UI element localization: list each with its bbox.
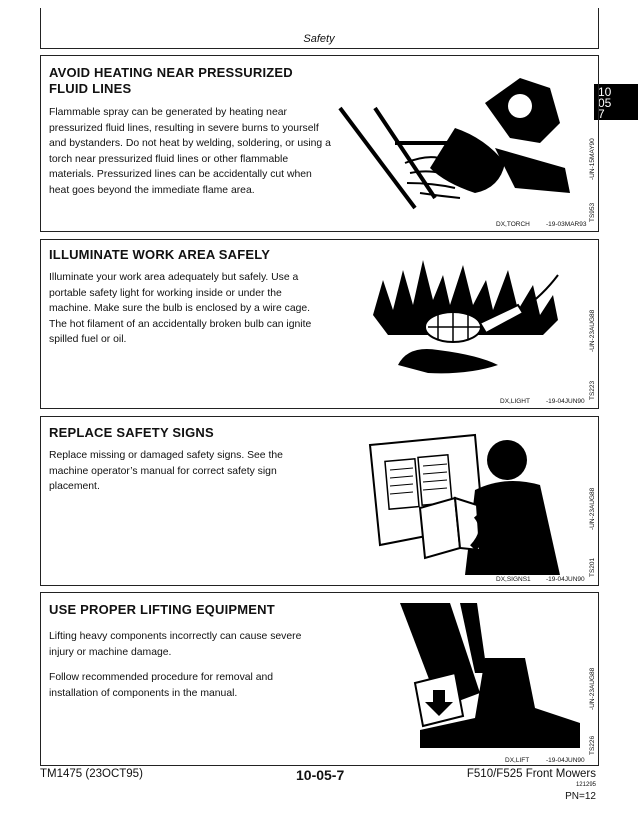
image-code: TS223 bbox=[589, 380, 596, 400]
section-body bbox=[49, 270, 324, 358]
image-date: -UN-23AUG88 bbox=[589, 667, 596, 710]
reference-date: -19-04JUN90 bbox=[546, 398, 585, 405]
section-paragraph: Follow recommended procedure for removal and installation of components in the manual. bbox=[49, 672, 274, 699]
section-paragraph: Flammable spray can be generated by heating near pressurized fluid lines, resulting in severe burns to yourself and bystanders. Do not heat by welding, soldering, or using a torch near pressurized fluid lines or other flammable materials. Pressurized lines can be accidentally cut when heat goes beyond the immediate flame area. bbox=[49, 107, 331, 196]
section-title-line: REPLACE SAFETY SIGNS bbox=[49, 425, 214, 440]
image-date: -UN-23AUG88 bbox=[589, 487, 596, 530]
page-number: 10-05-7 bbox=[296, 767, 345, 783]
work-light-flames-illustration bbox=[368, 255, 578, 380]
image-date: -UN-15MAY90 bbox=[589, 138, 596, 180]
reference-id: DX,TORCH bbox=[496, 221, 530, 228]
section-paragraph: Lifting heavy components incorrectly can cause severe injury or machine damage. bbox=[49, 631, 302, 658]
section-title bbox=[49, 65, 293, 97]
section-body bbox=[49, 105, 334, 209]
image-code: TS201 bbox=[589, 557, 596, 577]
torch-welding-illustration bbox=[335, 68, 585, 213]
image-code: TS953 bbox=[589, 202, 596, 222]
section-tab bbox=[594, 84, 638, 120]
reference-date: -19-04JUN90 bbox=[546, 757, 585, 764]
section-body bbox=[49, 629, 324, 711]
revision-code: 121295 bbox=[575, 782, 596, 788]
person-reading-manual-illustration bbox=[365, 430, 580, 575]
reference-id: DX,SIGNS1 bbox=[496, 576, 531, 583]
page-header-title: Safety bbox=[303, 33, 335, 45]
section-title-line: ILLUMINATE WORK AREA SAFELY bbox=[49, 247, 271, 262]
section-paragraph: Illuminate your work area adequately but safely. Use a portable safety light for working inside or under the machine. Make sure the bulb is enclosed by a wire cage. The hot filament of an accidentally broken bulb can ignite spilled fuel or oil. bbox=[49, 272, 312, 346]
image-date: -UN-23AUG88 bbox=[589, 309, 596, 352]
reference-id: DX,LIFT bbox=[505, 757, 530, 764]
section-title-line: FLUID LINES bbox=[49, 81, 132, 96]
section-title bbox=[49, 602, 275, 618]
manual-number: TM1475 (23OCT95) bbox=[40, 768, 143, 780]
product-name: F510/F525 Front Mowers bbox=[466, 768, 596, 780]
section-tab-line: 7 bbox=[598, 107, 605, 121]
section-title bbox=[49, 247, 270, 263]
reference-date: -19-04JUN90 bbox=[546, 576, 585, 583]
section-title-line: USE PROPER LIFTING EQUIPMENT bbox=[49, 602, 275, 617]
section-paragraph: Replace missing or damaged safety signs. See the machine operator’s manual for correct safety sign placement. bbox=[49, 450, 283, 493]
section-tab-line: 05 bbox=[598, 96, 612, 110]
section-title-line: AVOID HEATING NEAR PRESSURIZED bbox=[49, 65, 293, 80]
pn-number: PN=12 bbox=[565, 791, 596, 802]
image-code: TS226 bbox=[589, 735, 596, 755]
section-tab-line: 10 bbox=[598, 85, 612, 99]
falling-load-boot-illustration bbox=[395, 598, 585, 758]
section-title bbox=[49, 425, 214, 441]
section-body bbox=[49, 448, 319, 505]
reference-id: DX,LIGHT bbox=[500, 398, 530, 405]
reference-date: -19-03MAR93 bbox=[546, 221, 587, 228]
